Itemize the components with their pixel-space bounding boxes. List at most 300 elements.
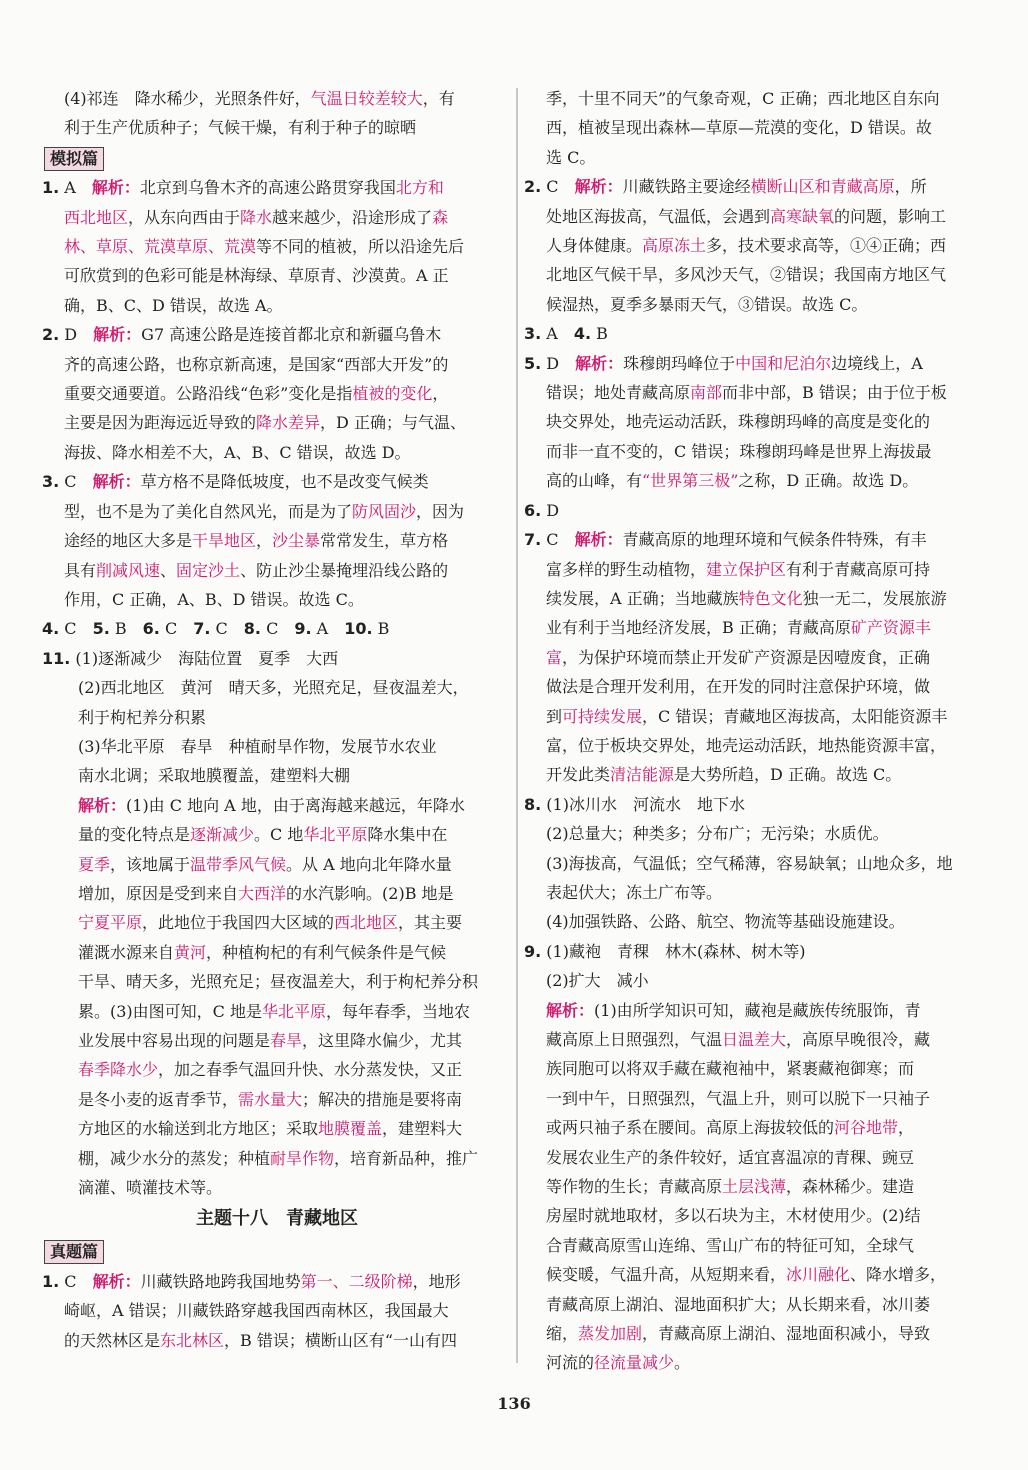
text-line — [524, 760, 992, 789]
question-number: 6. — [524, 500, 542, 520]
text-span: 。 — [674, 1353, 691, 1373]
text-span: 川藏铁路主要途经 — [622, 177, 751, 197]
highlight-text: 沙尘暴 — [272, 531, 321, 551]
text-line — [524, 996, 992, 1025]
highlight-text: 逐渐减少 — [190, 825, 255, 845]
text-span: B — [372, 619, 390, 639]
highlight-text: 黄河 — [174, 942, 207, 962]
text-span: ，因为 — [416, 501, 465, 521]
text-span: D — [541, 500, 560, 520]
text-span: 业发展中容易出现的问题是 — [78, 1031, 271, 1050]
text-span: ， — [432, 384, 449, 404]
question-number: 10. — [344, 619, 373, 639]
text-span: 块交界处，地壳运动活跃，珠穆朗玛峰的高度是变化的 — [546, 412, 931, 432]
text-span: 、防止沙尘暴掩埋沿线公路的 — [240, 560, 449, 580]
text-span: 缩， — [546, 1324, 579, 1344]
question-number: 7. — [524, 530, 542, 550]
text-line — [42, 879, 512, 908]
text-span: ，建塑料大 — [382, 1119, 463, 1139]
question-number: 7. — [193, 619, 211, 639]
text-span: 干旱、晴天多，光照充足；昼夜温差大，利于枸杞养分积 — [78, 972, 479, 992]
text-line — [42, 438, 512, 467]
text-span: ，培育新品种，推广 — [334, 1148, 479, 1168]
text-line — [42, 614, 512, 643]
text-span: 富多样的野生动植物， — [546, 559, 707, 579]
text-span: 、 — [160, 560, 177, 580]
text-span: C — [541, 177, 575, 197]
text-span: C — [59, 472, 93, 492]
highlight-text: 建立保护区 — [706, 559, 787, 579]
text-span: 利于枸杞养分积累 — [78, 707, 207, 727]
text-span: 重要交通要道。公路沿线“色彩”变化是指 — [64, 384, 353, 404]
text-line — [42, 1296, 512, 1325]
text-span: 。从 A 地向北年降水量 — [286, 854, 452, 874]
highlight-text: 矿产资源丰 — [850, 618, 931, 638]
text-span: 滴灌、喷灌技术等。 — [78, 1178, 223, 1198]
text-line — [524, 349, 992, 378]
text-span: D — [59, 325, 94, 345]
text-span: 越来越少，沿途形成了 — [272, 207, 433, 227]
text-line — [524, 1201, 992, 1230]
highlight-text: 河谷地带 — [834, 1118, 899, 1138]
text-span: 、降水增多， — [850, 1265, 947, 1285]
text-span: 发展农业生产的条件较好，适宜喜温凉的青稞、豌豆 — [546, 1147, 915, 1167]
text-line — [42, 350, 512, 379]
section-tag — [42, 1236, 512, 1266]
text-span: 利于生产优质种子；气候干燥，有利于种子的晾晒 — [64, 118, 417, 138]
text-line — [42, 232, 512, 261]
text-line — [42, 732, 512, 761]
column-divider — [516, 88, 518, 1363]
section-tag-label: 模拟篇 — [44, 147, 104, 171]
text-span: (1)由所学知识可知，藏袍是藏族传统服饰，青 — [594, 1000, 921, 1020]
text-line — [524, 849, 992, 878]
highlight-text: 林、草原、荒漠草原、荒漠 — [64, 237, 257, 257]
question-number: 6. — [142, 619, 160, 639]
text-span: (1)逐渐减少 海陆位置 夏季 大西 — [70, 648, 339, 668]
text-line — [42, 497, 512, 526]
text-line — [524, 613, 992, 642]
highlight-text: 中国和尼泊尔 — [735, 353, 832, 373]
text-span: 作用，C 正确，A、B、D 错误。故选 C。 — [64, 589, 364, 609]
text-line — [42, 908, 512, 937]
text-line — [42, 1114, 512, 1143]
text-span: 南水北调；采取地膜覆盖，建塑料大棚 — [78, 766, 351, 786]
text-span: 等不同的植被，所以沿途先后 — [256, 237, 465, 257]
analysis-label: 解析： — [574, 530, 623, 550]
question-number: 11. — [42, 648, 71, 668]
text-line — [42, 673, 512, 702]
text-span: ，D 正确；与气温、 — [320, 413, 466, 433]
question-number: 8. — [524, 794, 542, 814]
text-line — [524, 143, 992, 172]
text-span: ，B 错误；横断山区有“一山有四 — [224, 1330, 458, 1350]
question-number: 1. — [42, 178, 60, 198]
text-span: 选 C。 — [546, 147, 596, 167]
text-line — [524, 555, 992, 584]
text-span: ，青藏高原上湖泊、湿地面积减小，导致 — [642, 1324, 931, 1344]
text-span: 富，位于板块交界处，地壳运动活跃，地热能资源丰富， — [546, 735, 947, 755]
text-span: B — [109, 619, 143, 639]
text-line — [524, 1143, 992, 1172]
text-span: C — [59, 1271, 93, 1291]
text-line — [524, 878, 992, 907]
text-line — [524, 172, 992, 201]
text-span: ，为保护环境而禁止开发矿产资源是因噎废食，正确 — [562, 647, 931, 667]
text-span: 青藏高原的地理环境和气候条件特殊，有丰 — [622, 530, 927, 550]
text-span: 北地区气候干旱，多风沙天气，②错误；我国南方地区气 — [546, 265, 947, 285]
text-line — [42, 113, 512, 142]
text-span: 到 — [546, 706, 563, 726]
text-line — [524, 1054, 992, 1083]
text-span: 候湿热，夏季多暴雨天气，③错误。故选 C。 — [546, 294, 868, 314]
highlight-text: 削减风速 — [96, 560, 161, 580]
highlight-text: “世界第三极” — [642, 471, 739, 491]
text-line — [524, 1290, 992, 1319]
text-line — [42, 408, 512, 437]
analysis-label: 解析： — [91, 178, 140, 198]
text-span: 季，十里不同天”的气象奇观，C 正确；西北地区自东向 — [546, 89, 940, 108]
highlight-text: 华北平原 — [262, 1001, 327, 1021]
text-line — [524, 966, 992, 995]
text-span: 降水集中在 — [367, 825, 448, 845]
analysis-label: 解析： — [93, 325, 142, 345]
text-span: (1)由 C 地向 A 地，由于离海越来越远，年降水 — [126, 795, 465, 815]
text-span: 海拔、降水相差不大，A、B、C 错误，故选 D。 — [64, 442, 411, 462]
text-span: ；解决的措施是要将南 — [302, 1089, 463, 1109]
question-number: 4. — [573, 324, 592, 344]
highlight-text: 气温日较差较大 — [310, 89, 423, 108]
highlight-text: 高原冻土 — [642, 236, 707, 256]
highlight-text: 高寒缺氧 — [770, 206, 835, 226]
text-span: 的天然林区是 — [64, 1330, 161, 1350]
text-span: 崎岖，A 错误；川藏铁路穿越我国西南林区，我国最大 — [64, 1301, 449, 1321]
text-span: 途经的地区大多是 — [64, 531, 193, 551]
analysis-label: 解析： — [92, 1271, 141, 1291]
section-tag — [42, 143, 512, 173]
text-span: 有利于青藏高原可持 — [786, 559, 931, 579]
highlight-text: 降水差异 — [256, 413, 321, 433]
text-line — [42, 1326, 512, 1355]
text-span: (3)华北平原 春旱 种植耐旱作物，发展节水农业 — [78, 736, 437, 756]
text-span: C — [260, 619, 295, 639]
text-span: ，所 — [894, 177, 927, 197]
highlight-text: 土层浅薄 — [722, 1177, 787, 1197]
text-line — [524, 1172, 992, 1201]
text-line — [524, 437, 992, 466]
text-line — [524, 1319, 992, 1348]
text-line — [524, 702, 992, 731]
text-span: 量的变化特点是 — [78, 825, 191, 845]
text-span: ，每年春季，当地农 — [326, 1001, 471, 1021]
text-span: 是大势所趋，D 正确。故选 C。 — [674, 765, 902, 785]
highlight-text: 春季降水少 — [78, 1060, 159, 1080]
text-line — [42, 967, 512, 996]
text-span: 人身体健康。 — [546, 236, 643, 256]
text-line — [524, 819, 992, 848]
text-span: (4)祁连 降水稀少，光照条件好， — [64, 89, 311, 108]
text-span: 处地区海拔高，气温低，会遇到 — [546, 206, 771, 226]
page-number: 136 — [497, 1394, 531, 1413]
text-span: 藏高原上日照强烈，气温 — [546, 1030, 723, 1049]
text-span: (3)海拔高，气温低；空气稀薄，容易缺氧；山地众多，地 — [546, 853, 953, 873]
text-line — [524, 378, 992, 407]
highlight-text: 冰川融化 — [786, 1265, 851, 1285]
text-line — [42, 1267, 512, 1296]
text-line — [42, 1173, 512, 1202]
text-span: ，该地属于 — [110, 854, 191, 874]
text-line — [42, 820, 512, 849]
text-span: C — [541, 530, 575, 550]
text-span: ，C 错误；青藏地区海拔高，太阳能资源丰 — [642, 706, 948, 726]
text-span: 而非一直不变的，C 错误；珠穆朗玛峰是世界上海拔最 — [546, 441, 932, 461]
text-line — [42, 703, 512, 732]
text-line — [42, 644, 512, 673]
highlight-text: 北方和 — [395, 178, 444, 198]
text-span: 方地区的水输送到北方地区；采取 — [78, 1119, 319, 1139]
highlight-text: 日温差大 — [722, 1030, 787, 1049]
text-span: B — [591, 324, 608, 344]
text-span: C — [210, 619, 244, 639]
text-span: 的问题，影响工 — [834, 206, 947, 226]
question-number: 2. — [524, 177, 542, 197]
text-line — [42, 320, 512, 349]
highlight-text: 需水量大 — [238, 1089, 303, 1109]
question-number: 8. — [243, 619, 261, 639]
text-line — [524, 731, 992, 760]
text-line — [524, 1231, 992, 1260]
text-span: 确，B、C、D 错误，故选 A。 — [64, 295, 283, 315]
text-span: (1)藏袍 青稞 林木(森林、树木等) — [541, 941, 806, 961]
text-span: C — [59, 619, 93, 639]
highlight-text: 耐旱作物 — [270, 1148, 335, 1168]
text-line — [42, 1055, 512, 1084]
text-line — [42, 1026, 512, 1055]
text-span: 候变暖，气温升高，从短期来看， — [546, 1265, 787, 1285]
text-line — [42, 1144, 512, 1173]
analysis-label: 解析： — [78, 795, 127, 815]
text-span: 一到中午，日照强烈，气温上升，则可以脱下一只袖子 — [546, 1088, 931, 1108]
highlight-text: 清洁能源 — [610, 765, 675, 785]
highlight-text: 特色文化 — [738, 588, 803, 608]
text-span: (2)扩大 减小 — [546, 971, 649, 991]
text-line — [42, 938, 512, 967]
text-line — [524, 113, 992, 142]
text-span: 而非中部，B 错误；由于位于板 — [722, 383, 947, 403]
text-span: A — [59, 178, 92, 198]
text-line — [524, 1348, 992, 1377]
text-span: 的水汽影响。(2)B 地是 — [286, 883, 454, 903]
highlight-text: 华北平原 — [303, 825, 368, 845]
text-span: 珠穆朗玛峰位于 — [623, 353, 736, 373]
left-column — [42, 84, 512, 1355]
text-span: 型，也不是为了美化自然风光，而是为了 — [64, 501, 353, 521]
text-span: 。C 地 — [254, 825, 304, 845]
question-number: 9. — [524, 941, 542, 961]
text-line — [524, 1025, 992, 1054]
text-span: 棚，减少水分的蒸发；种植 — [78, 1148, 271, 1168]
text-span: 合青藏高原雪山连绵、雪山广布的特征可知，全球气 — [546, 1235, 915, 1255]
text-line — [524, 937, 992, 966]
text-line — [524, 260, 992, 289]
text-span: 独一无二，发展旅游 — [802, 588, 947, 608]
text-span: 草方格不是降低坡度，也不是改变气候类 — [140, 472, 429, 492]
text-span: 常常发生，草方格 — [320, 531, 449, 551]
text-span: 主要是因为距海远近导致的 — [64, 413, 257, 433]
text-line — [524, 1113, 992, 1142]
text-span: D — [541, 353, 576, 373]
text-span: 之称，D 正确。故选 D。 — [738, 471, 919, 491]
text-span: ，高原早晚很冷，藏 — [786, 1030, 931, 1049]
text-line — [42, 173, 512, 202]
text-span: 北京到乌鲁木齐的高速公路贯穿我国 — [139, 178, 396, 198]
text-span: ，此地位于我国四大区域的 — [142, 913, 335, 933]
text-span: (2)总量大；种类多；分布广；无污染；水质优。 — [546, 824, 889, 844]
text-span: C — [159, 619, 194, 639]
topic-heading-text: 主题十八 青藏地区 — [196, 1208, 358, 1230]
text-span: ，从东向西由于 — [128, 207, 241, 227]
text-span: (2)西北地区 黄河 晴天多，光照充足，昼夜温差大， — [78, 678, 469, 698]
highlight-text: 径流量减少 — [594, 1353, 675, 1373]
text-line — [42, 526, 512, 555]
text-span: ，种植枸杞的有利气候条件是气候 — [206, 942, 447, 962]
text-span: 业有利于当地经济发展，B 正确；青藏高原 — [546, 618, 851, 638]
text-span: (1)冰川水 河流水 地下水 — [541, 794, 745, 814]
highlight-text: 夏季 — [78, 854, 111, 874]
text-span: 具有 — [64, 560, 97, 580]
text-span: ，这里降水偏少，尤其 — [302, 1031, 463, 1050]
text-span: ， — [256, 531, 273, 551]
highlight-text: 大西洋 — [238, 883, 287, 903]
highlight-text: 防风固沙 — [352, 501, 417, 521]
highlight-text: 地膜覆盖 — [318, 1119, 383, 1139]
highlight-text: 森 — [432, 207, 449, 227]
text-line — [524, 907, 992, 936]
text-line — [524, 407, 992, 436]
text-line — [42, 467, 512, 496]
text-line — [42, 850, 512, 879]
highlight-text: 干旱地区 — [192, 531, 257, 551]
text-span: ，森林稀少。建造 — [786, 1177, 915, 1197]
text-line — [524, 231, 992, 260]
highlight-text: 温带季风气候 — [190, 854, 287, 874]
highlight-text: 东北林区 — [160, 1330, 225, 1350]
text-line — [42, 585, 512, 614]
analysis-label: 解析： — [575, 353, 624, 373]
text-line — [524, 202, 992, 231]
highlight-text: 植被的变化 — [352, 384, 433, 404]
question-number: 9. — [294, 619, 312, 639]
text-span: 河流的 — [546, 1353, 595, 1373]
highlight-text: 宁夏平原 — [78, 913, 143, 933]
text-line — [524, 290, 992, 319]
text-span: 西，植被呈现出森林—草原—荒漠的变化，D 错误。故 — [546, 118, 932, 138]
text-span: A — [541, 324, 574, 344]
question-number: 5. — [92, 619, 110, 639]
text-line — [42, 379, 512, 408]
question-number: 1. — [42, 1271, 60, 1291]
text-span: 齐的高速公路，也称京新高速，是国家“西部大开发”的 — [64, 354, 449, 374]
analysis-label: 解析： — [574, 177, 623, 197]
text-line — [42, 791, 512, 820]
highlight-text: 固定沙土 — [176, 560, 241, 580]
question-number: 3. — [524, 324, 542, 344]
text-line — [42, 261, 512, 290]
text-line — [42, 761, 512, 790]
highlight-text: 降水 — [240, 207, 273, 227]
text-span: 青藏高原上湖泊、湿地面积扩大；从长期来看，冰川萎 — [546, 1294, 931, 1314]
topic-heading — [42, 1202, 512, 1236]
question-number: 3. — [42, 472, 60, 492]
text-span: 是冬小麦的返青季节， — [78, 1089, 239, 1109]
text-span: 续发展，A 正确；当地藏族 — [546, 588, 739, 608]
text-line — [524, 84, 992, 113]
highlight-text: 第一、二级阶梯 — [300, 1271, 413, 1291]
text-line — [524, 790, 992, 819]
text-span: ，地形 — [412, 1271, 461, 1291]
analysis-label: 解析： — [92, 472, 141, 492]
text-line — [524, 643, 992, 672]
highlight-text: 蒸发加剧 — [578, 1324, 643, 1344]
highlight-text: 可持续发展 — [562, 706, 643, 726]
text-line — [42, 997, 512, 1026]
text-line — [524, 584, 992, 613]
text-span: 累。(3)由图可知，C 地是 — [78, 1001, 262, 1021]
text-span: 等作物的生长；青藏高原 — [546, 1177, 723, 1197]
text-span: 川藏铁路地跨我国地势 — [140, 1271, 301, 1291]
text-line — [524, 672, 992, 701]
text-line — [42, 84, 512, 113]
text-span: ，加之春季气温回升快、水分蒸发快，又正 — [158, 1060, 463, 1080]
text-line — [524, 319, 992, 348]
text-line — [42, 203, 512, 232]
analysis-label: 解析： — [546, 1000, 595, 1020]
text-span: 错误；地处青藏高原 — [546, 383, 691, 403]
text-span: 多，技术要求高等，①④正确；西 — [706, 236, 947, 256]
highlight-text: 西北地区 — [334, 913, 399, 933]
text-line — [42, 291, 512, 320]
question-number: 2. — [42, 325, 60, 345]
text-line — [42, 1085, 512, 1114]
text-line — [524, 1260, 992, 1289]
text-span: 做法是合理开发利用，在开发的同时注意保护环境，做 — [546, 677, 931, 697]
text-span: ，其主要 — [398, 913, 463, 933]
text-span: (4)加强铁路、公路、航空、物流等基础设施建设。 — [546, 912, 905, 932]
text-span: 开发此类 — [546, 765, 611, 785]
highlight-text: 西北地区 — [64, 207, 129, 227]
highlight-text: 富 — [546, 647, 563, 667]
text-span: 增加，原因是受到来自 — [78, 883, 239, 903]
text-span: G7 高速公路是连接首都北京和新疆乌鲁木 — [141, 325, 442, 345]
text-span: A — [311, 619, 345, 639]
text-span: 表起伏大；冻土广布等。 — [546, 882, 723, 902]
text-line — [524, 466, 992, 495]
text-span: 族同胞可以将双手藏在藏袍袖中，紧裹藏袍御寒；而 — [546, 1059, 915, 1079]
section-tag-label: 真题篇 — [44, 1240, 104, 1264]
text-span: 房屋时就地取材，多以石块为主，木材使用少。(2)结 — [546, 1206, 921, 1226]
question-number: 5. — [524, 353, 542, 373]
right-column — [524, 84, 992, 1378]
text-span: ，有 — [422, 89, 455, 108]
text-span: ， — [898, 1118, 915, 1138]
text-span: 或两只袖子系在腰间。高原上海拔较低的 — [546, 1118, 835, 1138]
text-span: 边境线上，A — [831, 353, 923, 373]
text-line — [524, 525, 992, 554]
question-number: 4. — [42, 619, 60, 639]
text-span: 高的山峰，有 — [546, 471, 643, 491]
highlight-text: 横断山区和青藏高原 — [750, 177, 895, 197]
text-line — [524, 1084, 992, 1113]
